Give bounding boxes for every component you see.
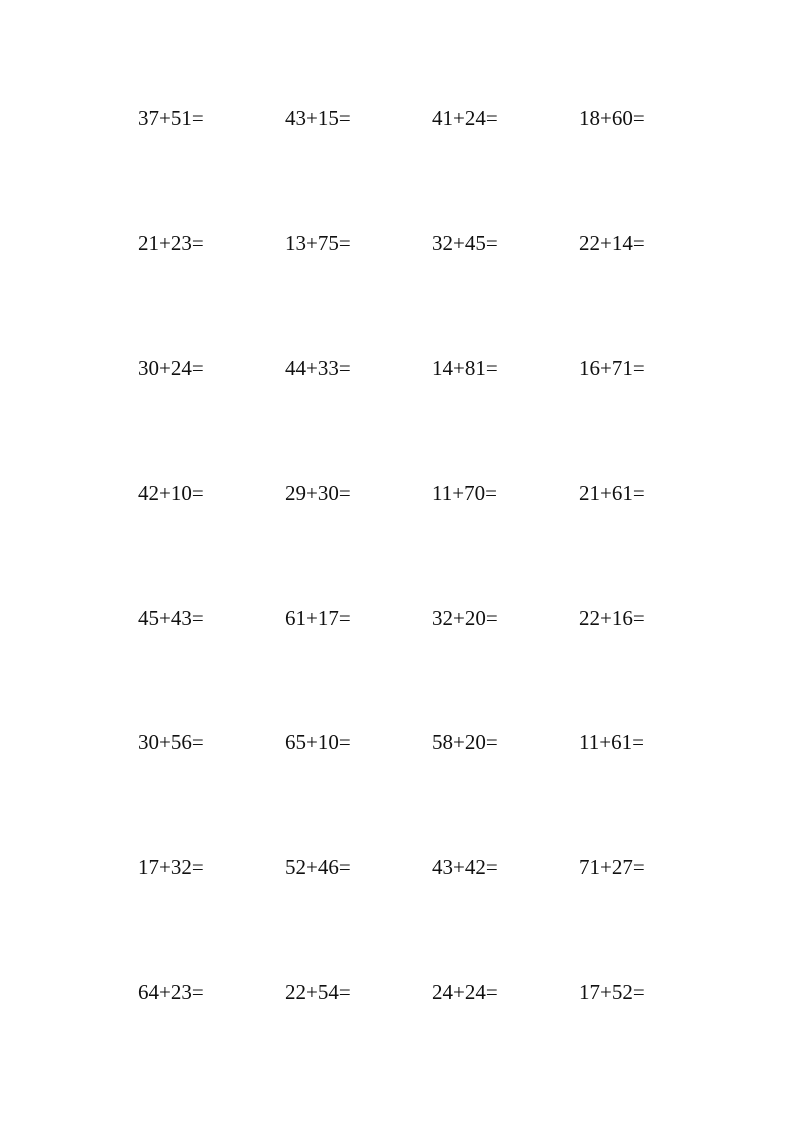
addition-problem: 16+71= [579,356,645,380]
addition-problem: 43+15= [285,106,351,130]
addition-problem: 21+23= [138,231,204,255]
addition-problem: 30+56= [138,730,204,754]
problem-row [138,978,698,1006]
addition-problem: 30+24= [138,356,204,380]
problem-row [138,354,698,382]
problem-row [138,853,698,881]
addition-problem: 65+10= [285,730,351,754]
addition-problem: 42+10= [138,481,204,505]
addition-problem: 32+45= [432,231,498,255]
addition-problem: 37+51= [138,106,204,130]
addition-problem: 64+23= [138,980,204,1004]
addition-problem: 61+17= [285,606,351,630]
addition-problem: 32+20= [432,606,498,630]
addition-problem: 11+70= [432,481,497,505]
addition-problem: 41+24= [432,106,498,130]
addition-problem: 14+81= [432,356,498,380]
addition-problem: 13+75= [285,231,351,255]
problem-row [138,229,698,257]
addition-problem: 24+24= [432,980,498,1004]
addition-problem: 44+33= [285,356,351,380]
addition-problem: 52+46= [285,855,351,879]
addition-problem: 17+32= [138,855,204,879]
problem-row [138,728,698,756]
addition-problem: 18+60= [579,106,645,130]
addition-problem: 71+27= [579,855,645,879]
addition-problem: 17+52= [579,980,645,1004]
addition-problem: 22+16= [579,606,645,630]
problem-row [138,604,698,632]
addition-problem: 22+14= [579,231,645,255]
addition-problem: 22+54= [285,980,351,1004]
addition-problem: 29+30= [285,481,351,505]
addition-problem: 43+42= [432,855,498,879]
problem-row [138,479,698,507]
addition-problem: 45+43= [138,606,204,630]
addition-problem: 58+20= [432,730,498,754]
problem-row [138,104,698,132]
addition-problem: 11+61= [579,730,644,754]
addition-problem: 21+61= [579,481,645,505]
